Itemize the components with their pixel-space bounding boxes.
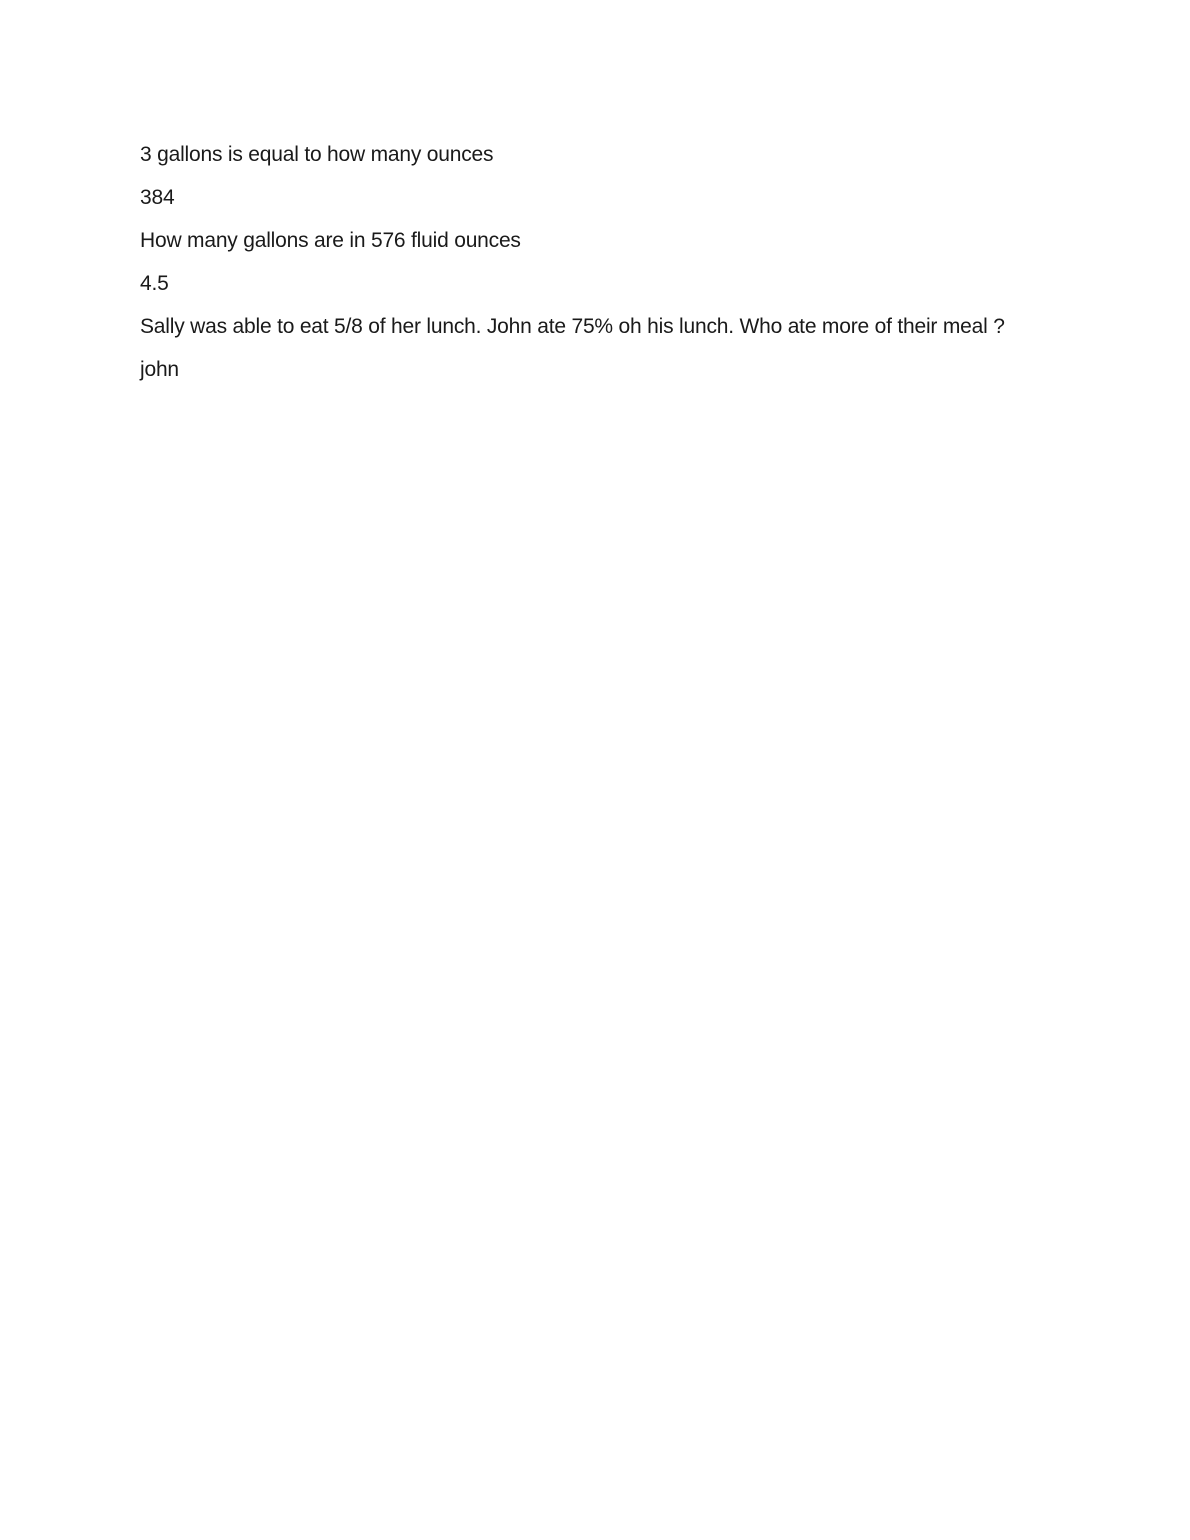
document-text-body xyxy=(140,144,1050,402)
answer-line-3: john xyxy=(140,358,179,381)
question-line-2: How many gallons are in 576 fluid ounces xyxy=(140,229,521,252)
answer-line-1: 384 xyxy=(140,186,175,209)
answer-line-2: 4.5 xyxy=(140,272,169,295)
question-line-1: 3 gallons is equal to how many ounces xyxy=(140,143,494,166)
question-line-3: Sally was able to eat 5/8 of her lunch. John ate 75% oh his lunch. Who ate more of their meal ? xyxy=(140,315,1005,338)
